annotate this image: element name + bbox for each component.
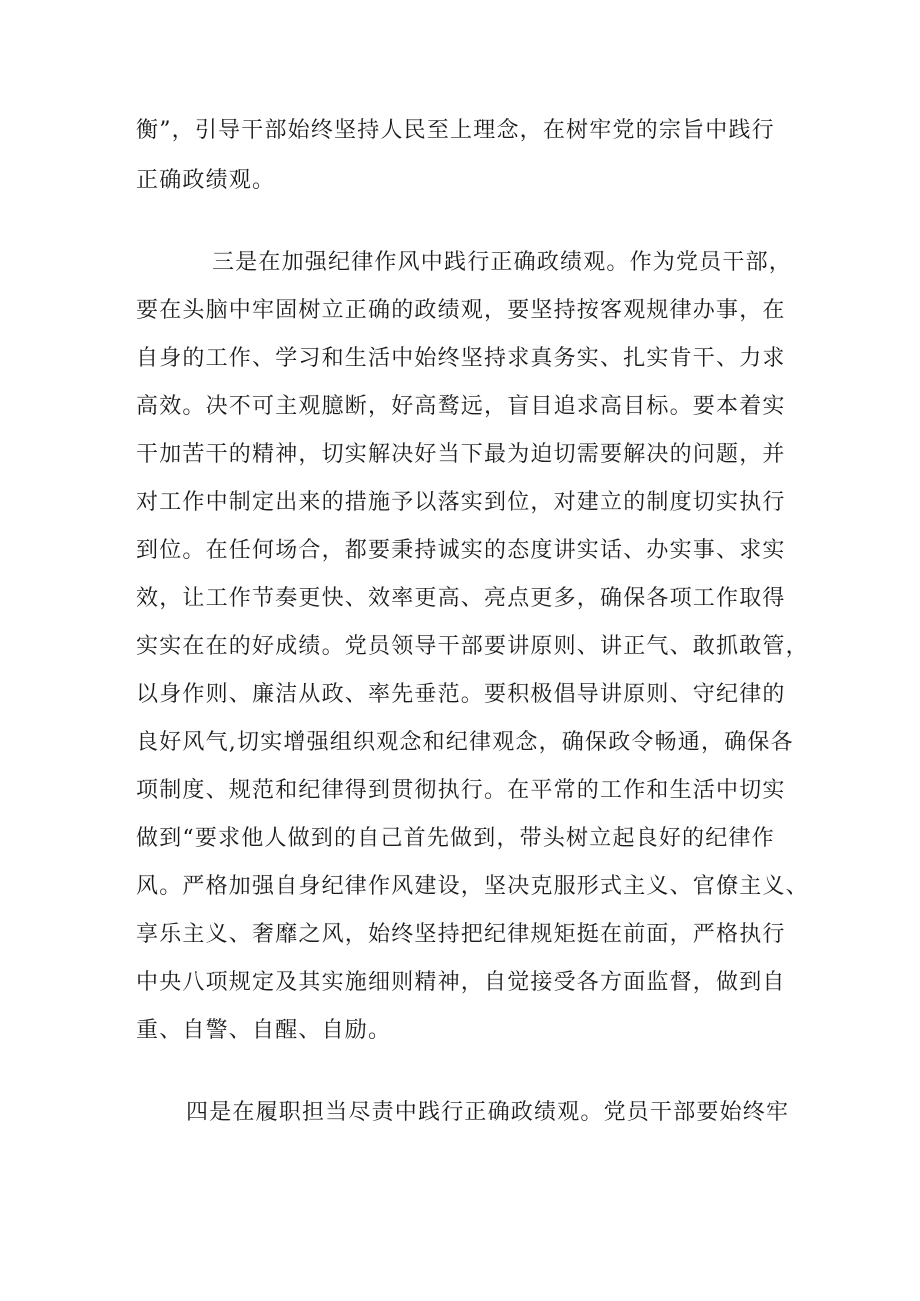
text-line: 效，让工作节奏更快、效率更高、亮点更多，确保各项工作取得: [136, 586, 786, 611]
text-line: 到位。在任何场合，都要秉持诚实的态度讲实话、办实事、求实: [136, 538, 786, 563]
text-line: 正确政绩观。: [136, 168, 276, 193]
text-line: 四是在履职担当尽责中践行正确政绩观。党员干部要始终牢: [186, 1100, 790, 1125]
text-line: 实实在在的好成绩。党员领导干部要讲原则、讲正气、敢抓敢管，: [136, 634, 809, 659]
text-line: 高效。决不可主观臆断，好高鹜远，盲目追求高目标。要本着实: [136, 394, 786, 419]
text-line: 干加苦干的精神，切实解决好当下最为迫切需要解决的问题，并: [136, 442, 786, 467]
text-line: 项制度、规范和纪律得到贯彻执行。在平常的工作和生活中切实: [136, 778, 786, 803]
text-line: 良好风气,切实增强组织观念和纪律观念，确保政令畅通，确保各: [136, 730, 794, 755]
text-line: 衡”，引导干部始终坚持人民至上理念，在树牢党的宗旨中践行: [136, 118, 775, 143]
text-line: 享乐主义、奢靡之风，始终坚持把纪律规矩挺在前面，严格执行: [136, 922, 786, 947]
text-line: 中央八项规定及其实施细则精神，自觉接受各方面监督，做到自: [136, 970, 786, 995]
text-line: 风。严格加强自身纪律作风建设，坚决克服形式主义、官僚主义、: [136, 874, 809, 899]
text-line: 重、自警、自醒、自励。: [136, 1018, 392, 1043]
text-line: 自身的工作、学习和生活中始终坚持求真务实、扎实肯干、力求: [136, 346, 786, 371]
text-line: 要在头脑中牢固树立正确的政绩观，要坚持按客观规律办事，在: [136, 298, 786, 323]
text-line: 做到“要求他人做到的自己首先做到，带头树立起良好的纪律作: [136, 826, 775, 851]
text-line: 以身作则、廉洁从政、率先垂范。要积极倡导讲原则、守纪律的: [136, 682, 786, 707]
text-line: 对工作中制定出来的措施予以落实到位，对建立的制度切实执行: [136, 490, 786, 515]
text-line: 三是在加强纪律作风中践行正确政绩观。作为党员干部，: [212, 250, 793, 275]
